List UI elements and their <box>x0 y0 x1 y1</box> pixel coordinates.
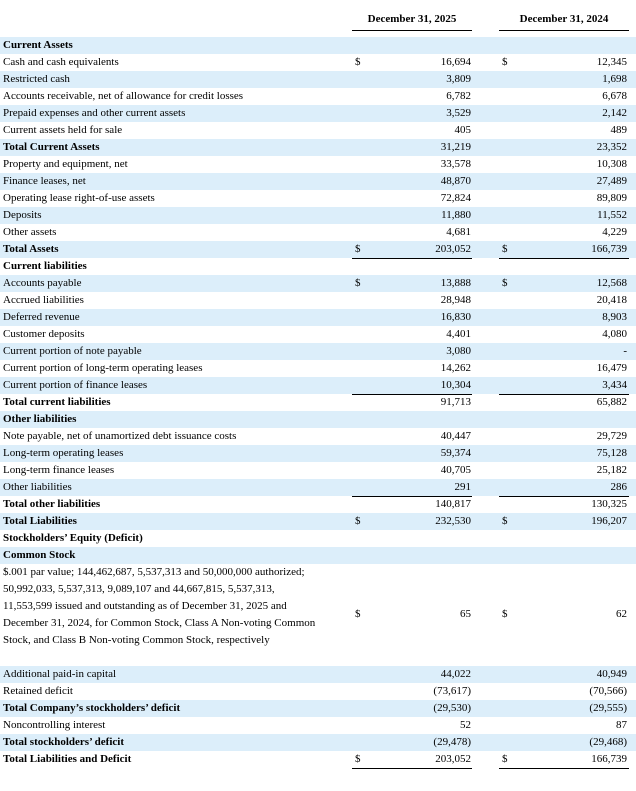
value-2024: 12,568 <box>596 277 627 289</box>
value-2025: 140,817 <box>435 498 471 510</box>
table-row <box>0 275 636 292</box>
table-row <box>0 479 636 496</box>
value-2025: 44,022 <box>440 668 471 680</box>
table-row <box>0 71 636 88</box>
value-2025: 40,705 <box>440 464 471 476</box>
table-row <box>0 37 636 54</box>
row-label: Operating lease right-of-use assets <box>3 192 155 204</box>
value-2024: 20,418 <box>596 294 627 306</box>
row-label: Property and equipment, net <box>3 158 128 170</box>
dollar-sign-2024: $ <box>502 753 508 765</box>
column-header-2024: December 31, 2024 <box>519 13 609 25</box>
row-label: Additional paid-in capital <box>3 668 117 680</box>
value-2024: 166,739 <box>591 753 627 765</box>
row-label: Common Stock <box>3 549 76 561</box>
table-row <box>0 326 636 343</box>
value-2024: 75,128 <box>596 447 627 459</box>
table-row <box>0 292 636 309</box>
row-label: $.001 par value; 144,462,687, 5,537,313 and 50,000,000 authorized; 50,992,033, 5,537,313, 9,089,107 and 44,667,815, 5,537,313, 11,553,599 issued and outstanding as of December 31, 2025 and December 31, 2024, for Common Stock, Class A Non-voting Common Stock, and Class B Non-voting Common Stock, respectively <box>3 566 316 646</box>
value-2025: 4,681 <box>446 226 471 238</box>
dollar-sign-2024: $ <box>502 515 508 527</box>
row-label: Note payable, net of unamortized debt issuance costs <box>3 430 237 442</box>
table-row <box>0 360 636 377</box>
dollar-sign-2025: $ <box>355 56 361 68</box>
row-label: Total Assets <box>3 243 59 255</box>
table-row <box>0 751 636 768</box>
row-label: Accounts receivable, net of allowance for credit losses <box>3 90 244 102</box>
row-label: Other assets <box>3 226 57 238</box>
dollar-sign-2024: $ <box>502 56 508 68</box>
value-2024: 16,479 <box>596 362 627 374</box>
value-2025: 3,809 <box>446 73 471 85</box>
value-2025: 72,824 <box>440 192 471 204</box>
value-2024: 130,325 <box>591 498 627 510</box>
table-row <box>0 139 636 156</box>
value-2025: 91,713 <box>440 396 471 408</box>
dollar-sign-2025: $ <box>355 277 361 289</box>
dollar-sign-2024: $ <box>502 243 508 255</box>
value-2024: 8,903 <box>602 311 627 323</box>
row-label: Current liabilities <box>3 260 87 272</box>
table-row <box>0 513 636 530</box>
value-2025: 16,694 <box>440 56 471 68</box>
value-2025: 59,374 <box>440 447 471 459</box>
row-label: Long-term operating leases <box>3 447 124 459</box>
value-2025: 40,447 <box>440 430 471 442</box>
value-2025: 13,888 <box>440 277 471 289</box>
value-2024: 4,229 <box>602 226 627 238</box>
row-label: Accrued liabilities <box>3 294 84 306</box>
row-label: Customer deposits <box>3 328 85 340</box>
row-label: Deferred revenue <box>3 311 80 323</box>
value-2025: 3,080 <box>446 345 471 357</box>
value-2025: 48,870 <box>440 175 471 187</box>
table-row <box>0 462 636 479</box>
value-2025: 203,052 <box>435 753 471 765</box>
table-row <box>0 394 636 411</box>
table-row <box>0 530 636 547</box>
value-2025: 28,948 <box>440 294 471 306</box>
table-row <box>0 258 636 275</box>
value-2025: 31,219 <box>440 141 471 153</box>
value-2024: (29,468) <box>589 736 627 748</box>
value-2024: 12,345 <box>596 56 627 68</box>
value-2024: 166,739 <box>591 243 627 255</box>
table-row <box>0 683 636 700</box>
row-label: Current portion of note payable <box>3 345 142 357</box>
value-2025: 65 <box>460 608 471 620</box>
dollar-sign-2025: $ <box>355 753 361 765</box>
row-label: Current portion of finance leases <box>3 379 148 391</box>
value-2025: (73,617) <box>433 685 471 697</box>
row-label: Total Liabilities <box>3 515 77 527</box>
value-2025: 291 <box>454 481 471 493</box>
row-label: Noncontrolling interest <box>3 719 106 731</box>
value-2024: 4,080 <box>602 328 627 340</box>
value-2025: 10,304 <box>440 379 471 391</box>
table-row <box>0 309 636 326</box>
value-2025: 33,578 <box>440 158 471 170</box>
value-2024: 62 <box>616 608 627 620</box>
table-row <box>0 105 636 122</box>
row-label: Deposits <box>3 209 42 221</box>
value-2025: 16,830 <box>440 311 471 323</box>
row-label: Long-term finance leases <box>3 464 115 476</box>
row-label: Total Company’s stockholders’ deficit <box>3 702 181 714</box>
row-label: Stockholders’ Equity (Deficit) <box>3 532 143 544</box>
table-row <box>0 734 636 751</box>
dollar-sign-2025: $ <box>355 243 361 255</box>
table-row <box>0 445 636 462</box>
table-row <box>0 173 636 190</box>
header-underline-2024 <box>499 30 629 31</box>
table-row <box>0 717 636 734</box>
value-2025: (29,530) <box>433 702 471 714</box>
row-label: Other liabilities <box>3 413 77 425</box>
table-row <box>0 547 636 564</box>
table-row <box>0 88 636 105</box>
value-2024: 286 <box>610 481 627 493</box>
value-2024: 3,434 <box>602 379 627 391</box>
value-2025: 405 <box>454 124 471 136</box>
table-row <box>0 343 636 360</box>
column-header-2025: December 31, 2025 <box>367 13 457 25</box>
table-row <box>0 564 636 666</box>
row-label: Accounts payable <box>3 277 82 289</box>
value-2024: 40,949 <box>596 668 627 680</box>
value-2024: 65,882 <box>596 396 627 408</box>
value-2024: 489 <box>610 124 627 136</box>
value-2024: 11,552 <box>597 209 627 221</box>
value-2025: 6,782 <box>446 90 471 102</box>
table-row <box>0 428 636 445</box>
value-2025: 3,529 <box>446 107 471 119</box>
table-row <box>0 377 636 394</box>
value-2024: 10,308 <box>596 158 627 170</box>
value-2024: (70,566) <box>589 685 627 697</box>
row-label: Current Assets <box>3 39 73 51</box>
row-label: Current portion of long-term operating leases <box>3 362 203 374</box>
value-2024: 2,142 <box>602 107 627 119</box>
table-row <box>0 411 636 428</box>
row-label: Retained deficit <box>3 685 73 697</box>
table-row <box>0 666 636 683</box>
dollar-sign-2024: $ <box>502 277 508 289</box>
value-2024: 89,809 <box>596 192 627 204</box>
table-row <box>0 207 636 224</box>
table-row <box>0 156 636 173</box>
row-label: Cash and cash equivalents <box>3 56 119 68</box>
value-2025: 52 <box>460 719 471 731</box>
value-2024: 196,207 <box>591 515 627 527</box>
value-2024: - <box>623 345 627 357</box>
value-2025: 203,052 <box>435 243 471 255</box>
header-underline-2025 <box>352 30 472 31</box>
total-underline <box>352 768 472 769</box>
value-2025: 14,262 <box>440 362 471 374</box>
table-row <box>0 700 636 717</box>
value-2024: 1,698 <box>602 73 627 85</box>
dollar-sign-2025: $ <box>355 608 361 620</box>
value-2024: 25,182 <box>596 464 627 476</box>
total-underline <box>499 768 629 769</box>
value-2024: 27,489 <box>596 175 627 187</box>
table-row <box>0 54 636 71</box>
table-row <box>0 122 636 139</box>
value-2025: 11,880 <box>441 209 471 221</box>
value-2024: 29,729 <box>596 430 627 442</box>
row-label: Total other liabilities <box>3 498 101 510</box>
row-label: Restricted cash <box>3 73 70 85</box>
table-row <box>0 496 636 513</box>
row-label: Total current liabilities <box>3 396 111 408</box>
dollar-sign-2024: $ <box>502 608 508 620</box>
row-label: Current assets held for sale <box>3 124 123 136</box>
value-2024: 6,678 <box>602 90 627 102</box>
table-row <box>0 190 636 207</box>
row-label: Other liabilities <box>3 481 72 493</box>
row-label: Total Liabilities and Deficit <box>3 753 132 765</box>
value-2024: 23,352 <box>596 141 627 153</box>
value-2024: 87 <box>616 719 627 731</box>
value-2025: 4,401 <box>446 328 471 340</box>
value-2025: (29,478) <box>433 736 471 748</box>
table-row <box>0 224 636 241</box>
row-label: Finance leases, net <box>3 175 86 187</box>
dollar-sign-2025: $ <box>355 515 361 527</box>
value-2025: 232,530 <box>435 515 471 527</box>
row-label: Total Current Assets <box>3 141 100 153</box>
row-label: Prepaid expenses and other current assets <box>3 107 186 119</box>
table-row <box>0 241 636 258</box>
row-label: Total stockholders’ deficit <box>3 736 124 748</box>
value-2024: (29,555) <box>589 702 627 714</box>
